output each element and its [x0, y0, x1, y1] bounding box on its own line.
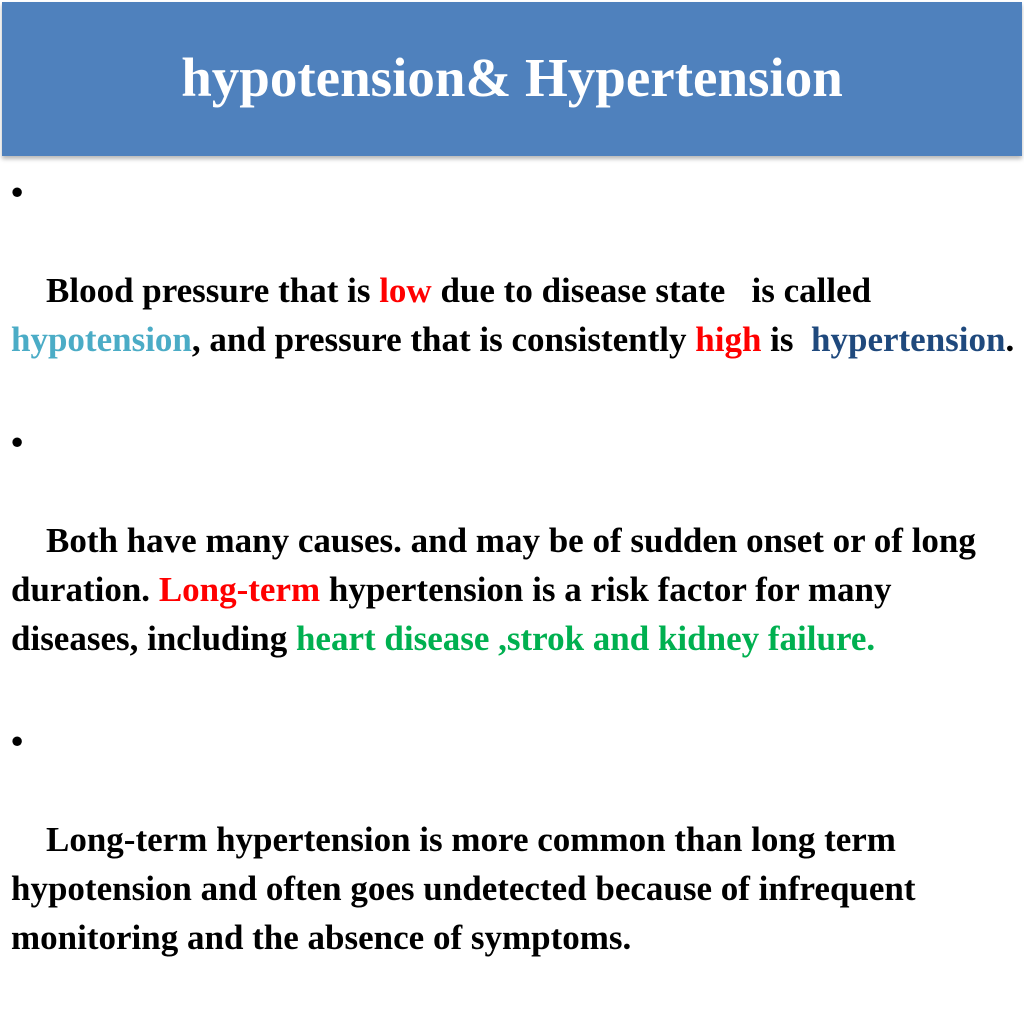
bullet-text: .	[1005, 320, 1015, 359]
bullet-text: Long-term hypertension is more common than long term hypotension and often goes undetected because of infrequent monitoring and the absence of symptoms.	[11, 820, 925, 957]
emphasis-low: low	[379, 271, 432, 310]
bullet-text: Blood pressure that is	[46, 271, 380, 310]
emphasis-diseases: heart disease ,strok and kidney failure.	[295, 619, 876, 658]
term-hypertension: hypertension	[811, 320, 1006, 359]
bullet-list	[11, 168, 1017, 1016]
bullet-marker: •	[11, 423, 24, 462]
bullet-item	[11, 418, 1017, 712]
bullet-text: , and pressure that is consistently	[191, 320, 696, 359]
emphasis-high: high	[695, 320, 762, 359]
term-hypotension: hypotension	[11, 320, 192, 359]
bullet-text: is	[761, 320, 812, 359]
title-bar	[2, 2, 1022, 156]
bullet-text: due to disease state is called	[431, 271, 880, 310]
bullet-text: hypertension is a risk factor for many diseases, including	[11, 570, 901, 658]
bullet-text: Both have many causes. and may be of sudden onset or of long duration.	[11, 521, 985, 609]
bullet-item	[11, 168, 1017, 413]
bullet-item	[11, 717, 1017, 1011]
bullet-marker: •	[11, 173, 24, 212]
emphasis-long-term: Long-term	[158, 570, 321, 609]
slide-title: hypotension& Hypertension	[181, 46, 843, 108]
bullet-marker: •	[11, 722, 24, 761]
